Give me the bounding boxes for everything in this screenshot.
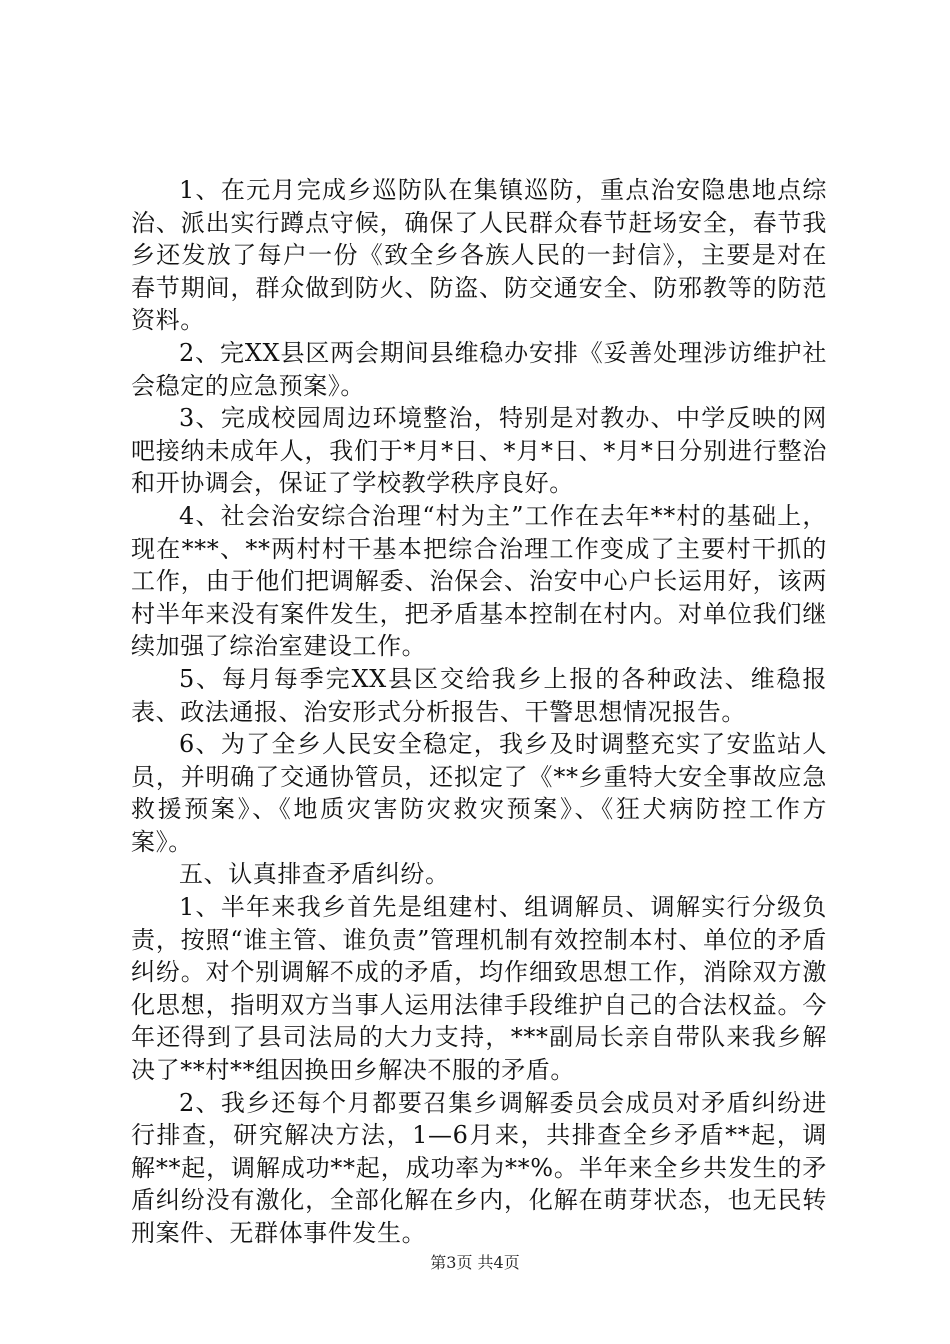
document-body [131,174,827,1250]
paragraph-4: 4、社会治安综合治理“村为主”工作在去年**村的基础上，现在***、**两村村干基本把综合治理工作变成了主要村干抓的工作，由于他们把调解委、治保会、治安中心户长运用好，该两村半年来没有案件发生，把矛盾基本控制在村内。对单位我们继续加强了综治室建设工作。 [131,501,827,661]
paragraph-6: 6、为了全乡人民安全稳定，我乡及时调整充实了安监站人员，并明确了交通协管员，还拟定了《**乡重特大安全事故应急救援预案》、《地质灾害防灾救灾预案》、《狂犬病防控工作方案》。 [131,730,827,856]
page-footer [0,1250,950,1273]
section-heading-5: 五、认真排查矛盾纠纷。 [179,860,450,889]
page-number: 第3页 共4页 [430,1253,520,1272]
paragraph-5: 5、每月每季完XX县区交给我乡上报的各种政法、维稳报表、政法通报、治安形式分析报告、干警思想情况报告。 [131,664,827,726]
paragraph-8: 2、我乡还每个月都要召集乡调解委员会成员对矛盾纠纷进行排查，研究解决方法，1—6月来，共排查全乡矛盾**起，调解**起，调解成功**起，成功率为**%。半年来全乡共发生的矛盾纠纷没有激化，全部化解在乡内，化解在萌芽状态，也无民转刑案件、无群体事件发生。 [131,1088,827,1247]
paragraph-2: 2、完XX县区两会期间县维稳办安排《妥善处理涉访维护社会稳定的应急预案》。 [131,338,827,400]
paragraph-3: 3、完成校园周边环境整治，特别是对教办、中学反映的网吧接纳未成年人，我们于*月*日、*月*日、*月*日分别进行整治和开协调会，保证了学校教学秩序良好。 [131,404,827,498]
paragraph-1: 1、在元月完成乡巡防队在集镇巡防，重点治安隐患地点综治、派出实行蹲点守候，确保了人民群众春节赶场安全，春节我乡还发放了每户一份《致全乡各族人民的一封信》，主要是对在春节期间，群众做到防火、防盗、防交通安全、防邪教等的防范资料。 [131,176,827,335]
paragraph-7: 1、半年来我乡首先是组建村、组调解员、调解实行分级负责，按照“谁主管、谁负责”管理机制有效控制本村、单位的矛盾纠纷。对个别调解不成的矛盾，均作细致思想工作，消除双方激化思想，指明双方当事人运用法律手段维护自己的合法权益。今年还得到了县司法局的大力支持，***副局长亲自带队来我乡解决了**村**组因换田乡解决不服的矛盾。 [131,893,827,1085]
